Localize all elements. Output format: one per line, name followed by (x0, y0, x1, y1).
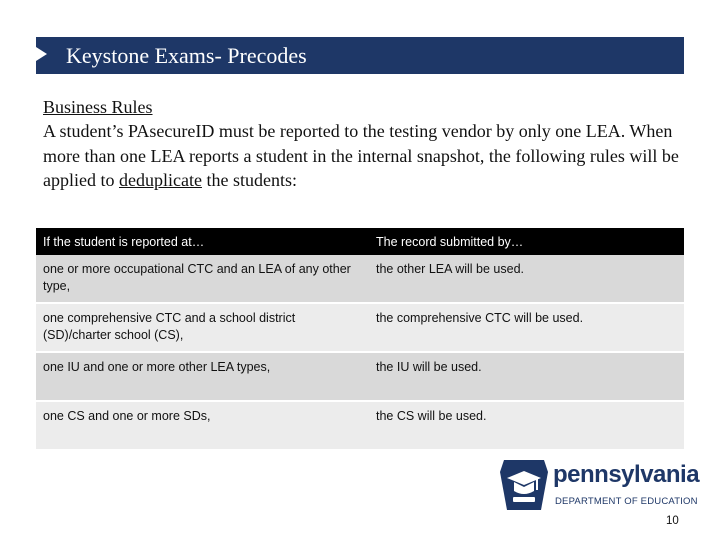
reported-at-cell: one IU and one or more other LEA types, (36, 352, 369, 401)
reported-at-cell: one CS and one or more SDs, (36, 401, 369, 449)
reported-at-cell: one comprehensive CTC and a school district (SD)/charter school (CS), (36, 303, 369, 352)
table-row (36, 352, 684, 401)
title-arrow-icon (36, 47, 47, 61)
record-submitted-cell: the IU will be used. (369, 352, 684, 401)
table-header-row (36, 228, 684, 255)
table-row (36, 303, 684, 352)
business-rules-paragraph (43, 119, 683, 192)
record-submitted-cell: the comprehensive CTC will be used. (369, 303, 684, 352)
deduplicate-word: deduplicate (118, 169, 202, 190)
logo-department: DEPARTMENT OF EDUCATION (555, 496, 698, 507)
record-submitted-cell: the CS will be used. (369, 401, 684, 449)
column-header-record-submitted: The record submitted by… (369, 228, 684, 255)
record-submitted-cell: the other LEA will be used. (369, 255, 684, 303)
business-rules-text (43, 95, 683, 192)
column-header-reported-at: If the student is reported at… (36, 228, 369, 255)
paragraph-text: A student’s PAsecureID must be reported to the testing vendor by only one LEA. When more than one LEA reports a student in the internal snapshot, the following rules will be applied to (43, 121, 679, 190)
reported-at-cell: one or more occupational CTC and an LEA of any other type, (36, 255, 369, 303)
paragraph-end: the students: (201, 169, 297, 190)
page-number: 10 (666, 515, 679, 527)
business-rules-heading: Business Rules (43, 97, 153, 117)
logo-wordmark: pennsylvania (553, 461, 700, 488)
keystone-logo-icon (498, 458, 550, 516)
table-row (36, 401, 684, 449)
table-row (36, 255, 684, 303)
slide-title: Keystone Exams- Precodes (66, 43, 307, 68)
rules-table (36, 228, 684, 449)
